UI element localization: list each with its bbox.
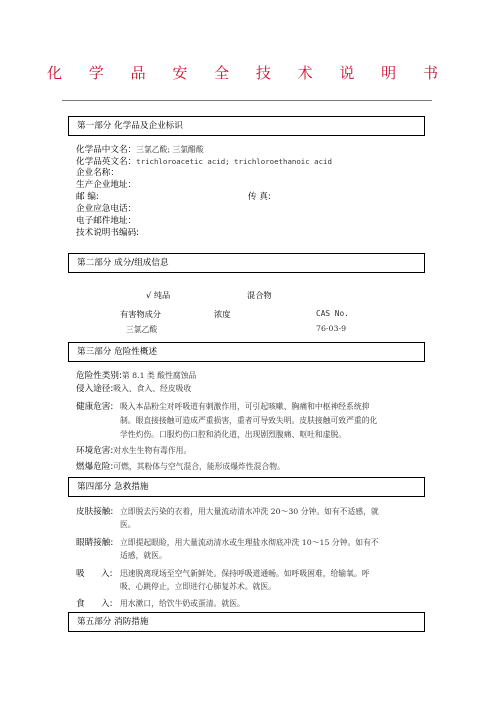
hazard-category-label: 危险性类别:: [76, 371, 122, 381]
health-hazard-line-2: 制。眼直接接触可造成严重损害，重者可导致失明。皮肤接触可致严重的化: [120, 416, 378, 425]
email-label: 电子邮件地址：: [76, 216, 137, 226]
hazard-category-row: [76, 369, 421, 383]
inhalation-line-1: 迅速脱离现场至空气新鲜处。保持呼吸道通畅。如呼吸困难，给输氧。呼: [120, 569, 370, 578]
ingestion-label: 食 入:: [76, 599, 113, 609]
entry-route-row: [76, 382, 421, 396]
company-address-label: 生产企业地址：: [76, 180, 137, 190]
section-header-part1: 第一部分 化学品及企业标识: [68, 116, 425, 136]
cn-name-row: [76, 144, 204, 156]
fire-hazard-label: 燃爆危险:: [76, 462, 114, 472]
entry-route-label: 侵入途径:: [76, 384, 114, 394]
inhalation-label: 吸 入:: [76, 569, 113, 579]
ingestion-value: 用水漱口，给饮牛奶或蛋清。就医。: [120, 599, 245, 608]
fax-label: 传 真:: [248, 192, 271, 202]
emergency-phone-label: 企业应急电话：: [76, 204, 137, 214]
hazard-category-value: 第 8.1 类 酸性腐蚀品: [121, 371, 197, 380]
section-header-part4: 第四部分 急救措施: [68, 477, 425, 497]
company-name-label: 企业名称：: [76, 168, 119, 178]
env-hazard-row: [76, 444, 421, 458]
mixture-option: 混合物: [247, 290, 272, 300]
skin-contact-label: 皮肤接触:: [76, 507, 114, 517]
en-name-label: 化学品英文名：: [76, 157, 137, 167]
health-hazard-label: 健康危害:: [76, 402, 114, 412]
manual-code-label: 技术说明书编码:: [76, 228, 140, 238]
postcode-label: 邮 编:: [76, 192, 99, 202]
eye-contact-label: 眼睛接触:: [76, 538, 114, 548]
fire-hazard-row: [76, 460, 421, 474]
section-header-part5: 第五部分 消防措施: [68, 612, 425, 632]
section-header-part3: 第三部分 危险性概述: [68, 342, 425, 362]
section-header-part2: 第二部分 成分/组成信息: [68, 253, 425, 273]
health-hazard-line-3: 学性灼伤。口服灼伤口腔和消化道，出现剧烈腹痛、呕吐和虚脱。: [120, 430, 347, 439]
component-cas: 76-03-9: [316, 324, 347, 333]
en-name-value: trichloroacetic acid; trichloroethanoic acid: [136, 157, 332, 166]
fire-hazard-value: 可燃，其粉体与空气混合，能形成爆炸性混合物。: [113, 462, 285, 471]
eye-contact-line-1: 立即提起眼睑，用大量流动清水或生理盐水彻底冲洗 10～15 分钟。如有不: [120, 538, 379, 547]
col-header-component: 有害物成分: [120, 309, 161, 319]
skin-contact-line-2: 医。: [120, 520, 136, 529]
en-name-row: [76, 156, 332, 168]
col-header-concentration: 浓度: [214, 309, 231, 319]
col-header-cas: CAS No.: [316, 309, 349, 318]
eye-contact-line-2: 适感，就医。: [120, 551, 167, 560]
title-divider: [62, 100, 432, 101]
pure-option: √ 纯品: [146, 290, 171, 300]
cn-name-label: 化学品中文名：: [76, 145, 137, 155]
health-hazard-line-1: 吸入本品粉尘对呼吸道有刺激作用，可引起咳嗽、胸痛和中枢神经系统抑: [120, 402, 370, 411]
skin-contact-line-1: 立即脱去污染的衣着，用大量流动清水冲洗 20～30 分钟。如有不适感，就: [120, 507, 379, 516]
document-title: 化 学 品 安 全 技 术 说 明 书: [47, 64, 449, 82]
cn-name-value: 三氯乙酸; 三氯醋酸: [136, 145, 204, 154]
entry-route-value: 吸入、食入、经皮吸收: [113, 384, 192, 393]
env-hazard-label: 环境危害:: [76, 446, 114, 456]
env-hazard-value: 对水生生物有毒作用。: [113, 446, 192, 455]
inhalation-line-2: 吸、心跳停止，立即进行心肺复苏术。就医。: [120, 582, 276, 591]
component-name: 三氯乙酸: [126, 325, 158, 334]
